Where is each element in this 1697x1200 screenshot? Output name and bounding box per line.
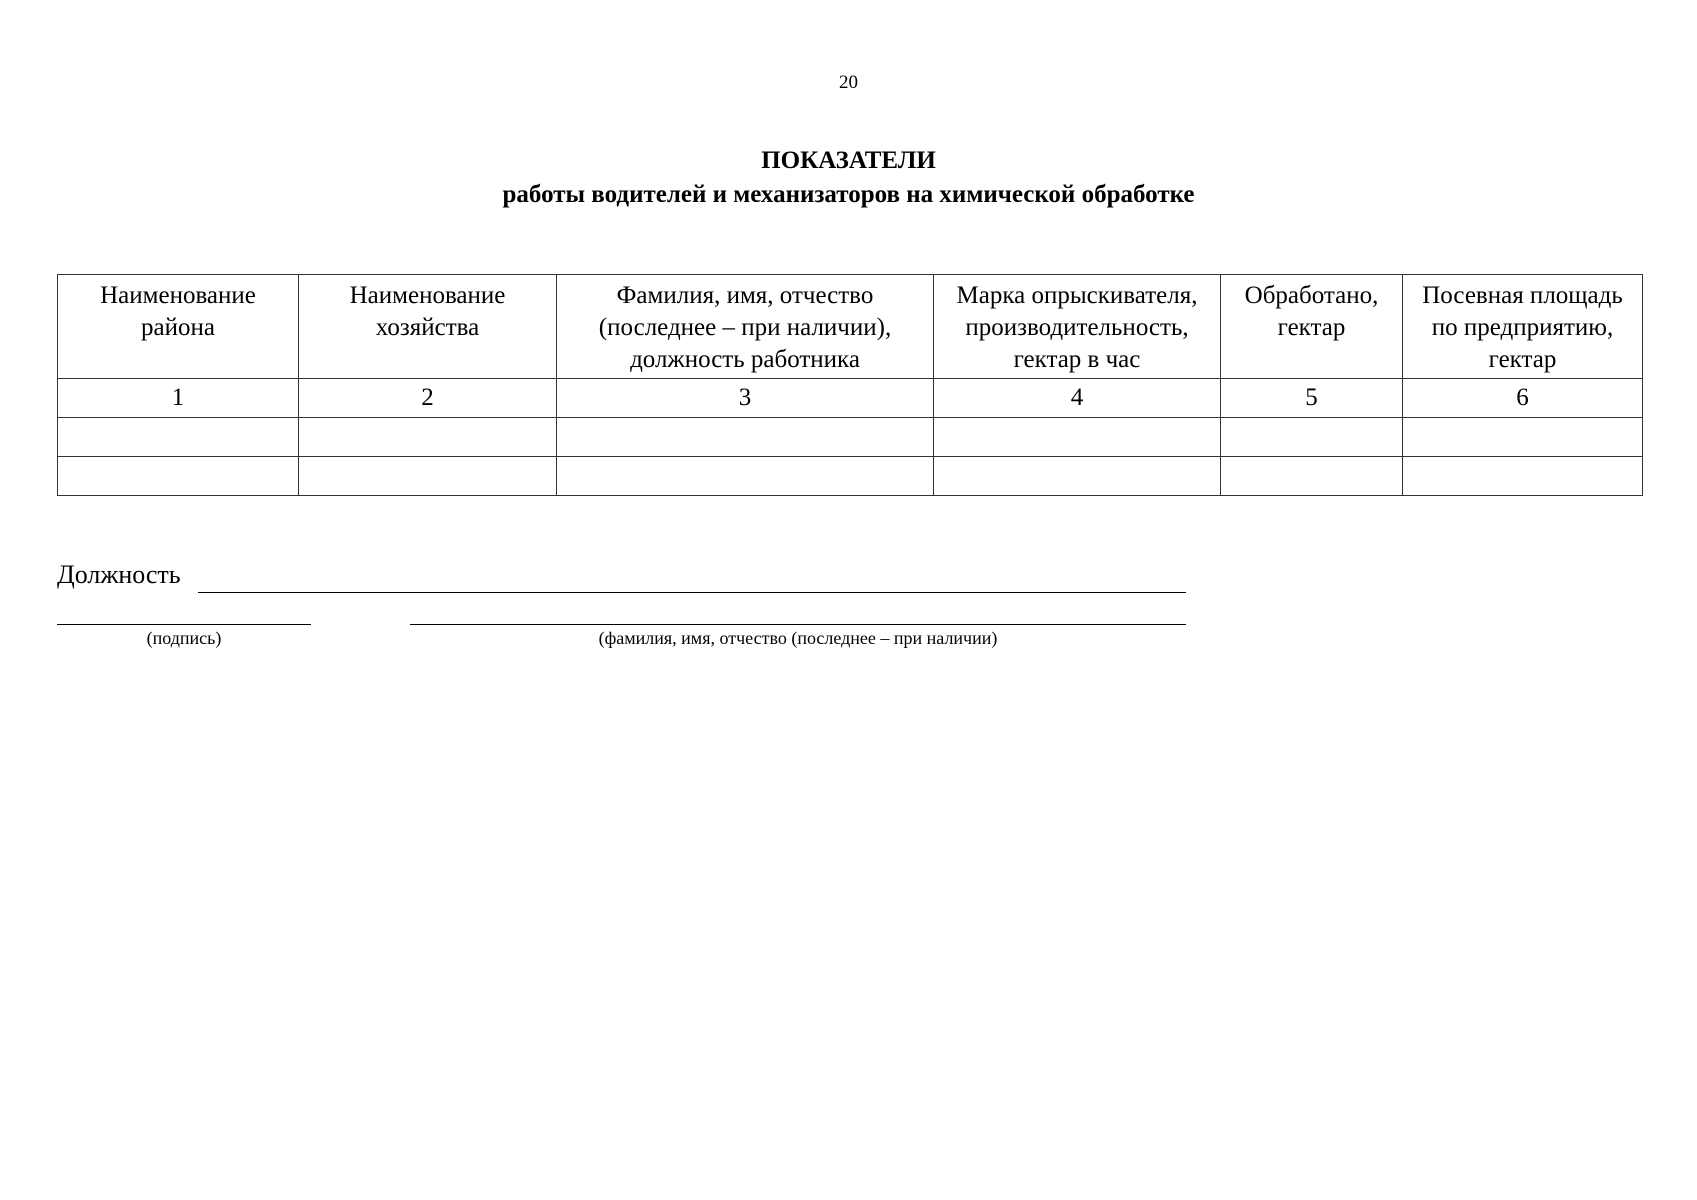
document-title-main: ПОКАЗАТЕЛИ <box>761 147 936 174</box>
table-cell[interactable] <box>934 457 1221 496</box>
table-cell[interactable] <box>58 457 299 496</box>
header-processed-hectares: Обработано, гектар <box>1221 275 1403 379</box>
table-cell[interactable] <box>1221 418 1403 457</box>
table-row <box>58 418 1643 457</box>
document-title <box>0 144 1697 212</box>
table-header-row <box>58 275 1643 379</box>
document-title-sub: работы водителей и механизаторов на химической обработке <box>502 181 1195 208</box>
signature-field-line[interactable] <box>57 624 311 625</box>
header-district-name: Наименование района <box>58 275 299 379</box>
table-cell[interactable] <box>557 418 934 457</box>
column-number: 3 <box>557 379 934 418</box>
column-number-row <box>58 379 1643 418</box>
position-field-line[interactable] <box>198 592 1186 593</box>
signature-caption: (подпись) <box>146 628 222 648</box>
table-cell[interactable] <box>58 418 299 457</box>
header-employee-name-position: Фамилия, имя, отчество (последнее – при наличии), должность работника <box>557 275 934 379</box>
header-farm-name: Наименование хозяйства <box>299 275 557 379</box>
table-cell[interactable] <box>299 457 557 496</box>
full-name-caption: (фамилия, имя, отчество (последнее – при наличии) <box>598 628 998 648</box>
column-number: 2 <box>299 379 557 418</box>
full-name-field-line[interactable] <box>410 624 1186 625</box>
header-sown-area: Посевная площадь по предприятию, гектар <box>1403 275 1643 379</box>
table-cell[interactable] <box>1403 457 1643 496</box>
column-number: 1 <box>58 379 299 418</box>
column-number: 4 <box>934 379 1221 418</box>
table-cell[interactable] <box>1403 418 1643 457</box>
table-cell[interactable] <box>1221 457 1403 496</box>
table-cell[interactable] <box>299 418 557 457</box>
column-number: 5 <box>1221 379 1403 418</box>
header-sprayer-brand-productivity: Марка опрыскивателя, производительность, гектар в час <box>934 275 1221 379</box>
table-cell[interactable] <box>557 457 934 496</box>
page-number: 20 <box>839 72 858 93</box>
column-number: 6 <box>1403 379 1643 418</box>
indicators-table <box>57 274 1643 496</box>
table-cell[interactable] <box>934 418 1221 457</box>
position-label: Должность <box>57 560 181 589</box>
table-row <box>58 457 1643 496</box>
